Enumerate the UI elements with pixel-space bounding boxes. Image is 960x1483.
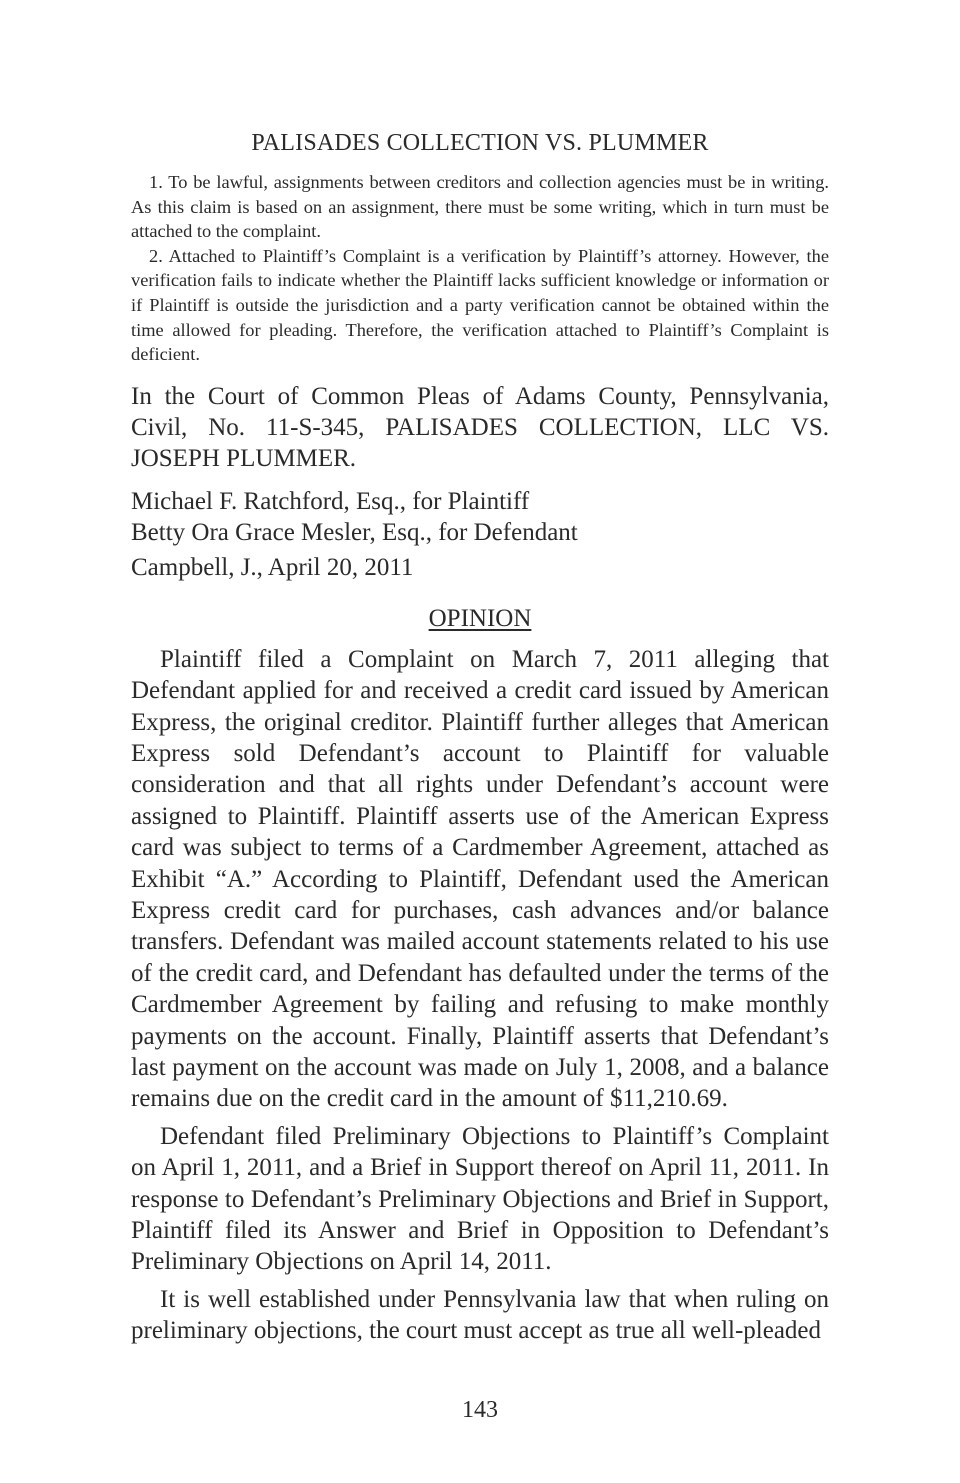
paragraph: It is well established under Pennsylvania law that when ruling on preliminary objections, the court must accept as true all well-pleaded [131,1285,829,1345]
case-caption: In the Court of Common Pleas of Adams County, Pennsylvania, Civil, No. 11-S-345, PALISADES COLLECTION, LLC VS. JOSEPH PLUMMER. [131,382,829,472]
opinion-heading [131,603,829,634]
opinion-heading-text: OPINION [428,604,532,632]
opinion-body [131,644,829,1347]
running-head: PALISADES COLLECTION VS. PLUMMER [251,130,709,156]
judge-date-line: Campbell, J., April 20, 2011 [131,553,414,581]
paragraph: Plaintiff filed a Complaint on March 7, 2011 alleging that Defendant applied for and received a credit card issued by American Express, the original creditor. Plaintiff further alleges that American Express sold Defendant’s account to Plaintiff for valuable consideration and that all rights under Defendant’s account were assigned to Plaintiff. Plaintiff asserts use of the American Express card was subject to terms of a Cardmember Agreement, attached as Exhibit “A.” According to Plaintiff, Defendant used the American Express credit card for purchases, cash advances and/or balance transfers. Defendant was mailed account statements related to his use of the credit card, and Defendant has defaulted under the terms of the Cardmember Agreement by failing and refusing to make monthly payments on the account. Finally, Plaintiff asserts that Defendant’s last payment on the account was made on July 1, 2008, and a balance remains due on the credit card in the amount of $11,210.69. [131,645,829,1113]
document-page [131,128,829,1353]
headnotes [131,170,829,367]
defendant-counsel: Betty Ora Grace Mesler, Esq., for Defendant [131,518,578,546]
counsel-block [131,486,829,548]
plaintiff-counsel: Michael F. Ratchford, Esq., for Plaintiff [131,487,530,515]
headnote-2: 2. Attached to Plaintiff’s Complaint is a verification by Plaintiff’s attorney. However, the verification fails to indicate whether the Plaintiff lacks sufficient knowledge or information or if Plaintiff is outside the jurisdiction and a party verification cannot be obtained within the time allowed for pleading. Therefore, the verification attached to Plaintiff’s Complaint is deficient. [131,245,829,365]
page-number: 143 [462,1397,498,1423]
paragraph: Defendant filed Preliminary Objections to Plaintiff’s Complaint on April 1, 2011, and a Brief in Support thereof on April 11, 2011. In response to Defendant’s Preliminary Objections and Brief in Support, Plaintiff filed its Answer and Brief in Opposition to Defendant’s Preliminary Objections on April 14, 2011. [131,1122,829,1276]
headnote-1: 1. To be lawful, assignments between creditors and collection agencies must be in writing. As this claim is based on an assignment, there must be some writing, which in turn must be attached to the complaint. [131,172,829,242]
